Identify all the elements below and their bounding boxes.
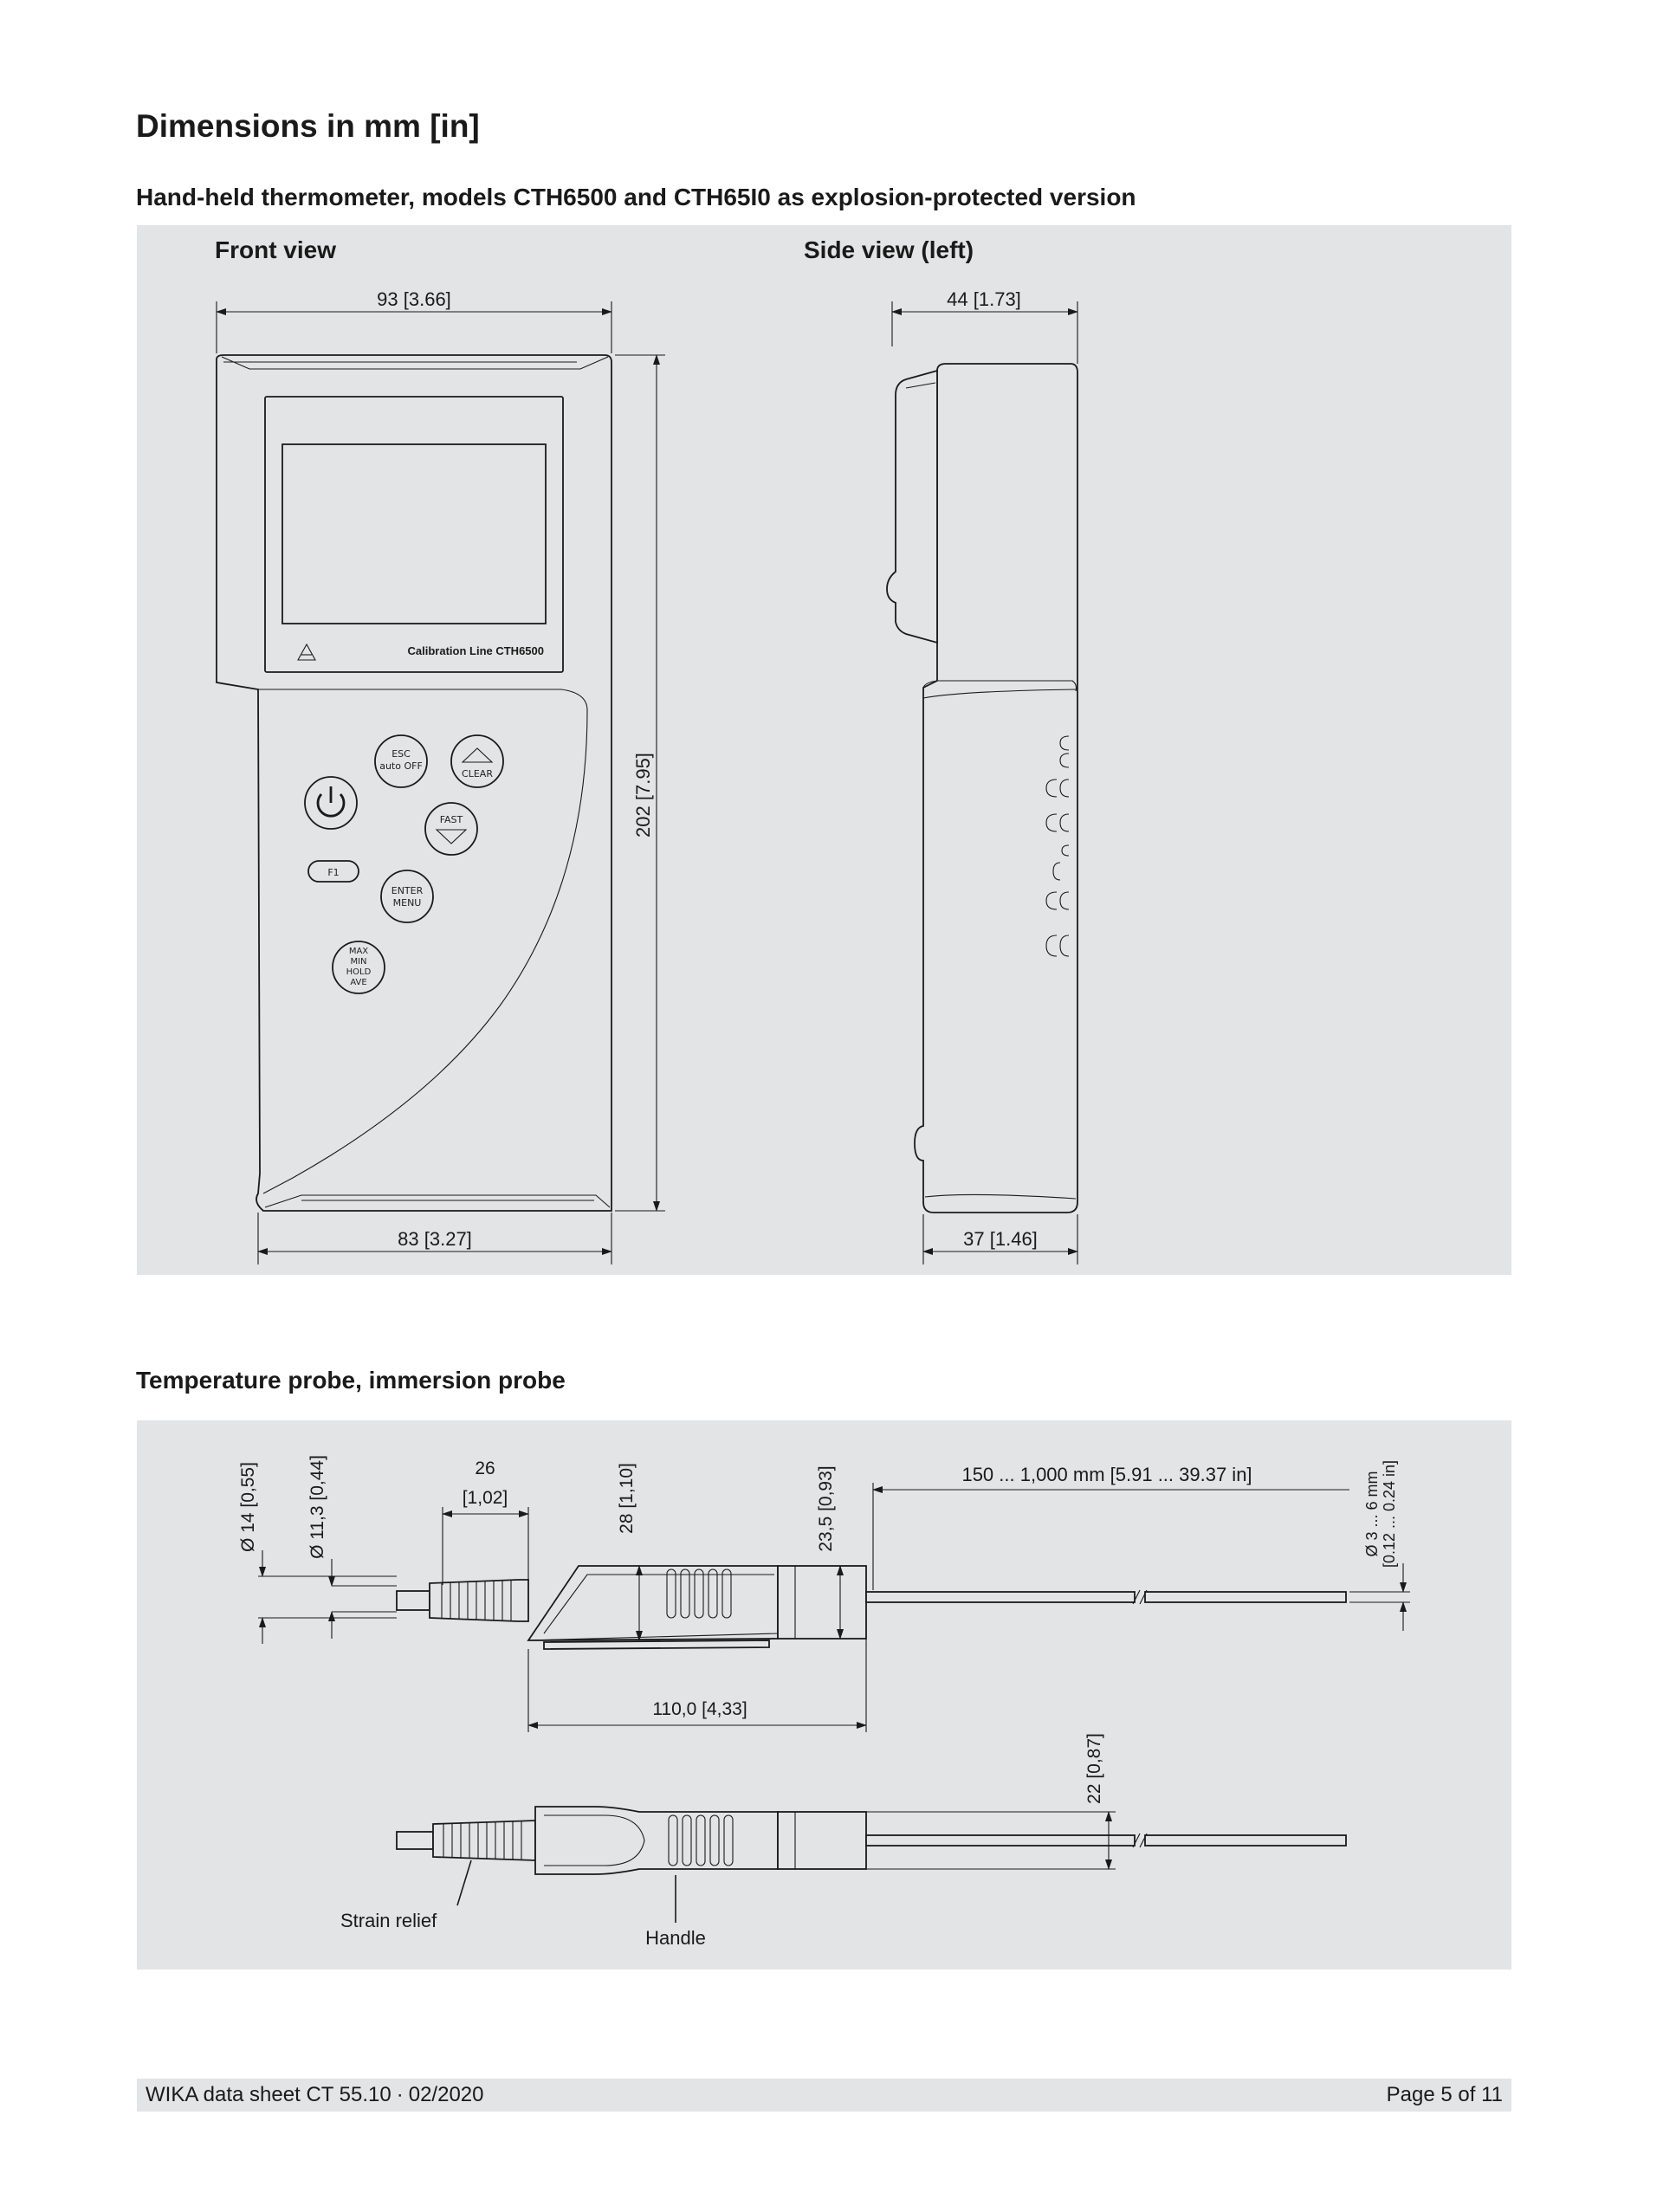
side-view-label: Side view (left) — [804, 236, 974, 263]
probe-top-view — [340, 1733, 1346, 1949]
enter-label: ENTER — [391, 885, 424, 896]
probe-drawing-panel — [137, 1420, 1511, 1969]
clear-label: CLEAR — [462, 768, 493, 779]
dim-side-width: 44 [1.73] — [947, 288, 1021, 310]
page-footer — [137, 2079, 1511, 2112]
dim-22: 22 [0,87] — [1084, 1733, 1104, 1804]
dim-dia-in: [0.12 ... 0.24 in] — [1381, 1459, 1398, 1568]
probe-side-view — [238, 1455, 1410, 1732]
esc-label: ESC — [391, 748, 411, 760]
side-view — [887, 288, 1077, 1264]
label-strain-relief: Strain relief — [340, 1910, 437, 1931]
dim-26: 26 — [475, 1458, 495, 1478]
thermometer-drawing-panel — [137, 225, 1511, 1275]
ave-label: AVE — [350, 978, 367, 987]
enter-menu-button[interactable] — [381, 870, 433, 922]
section-heading-probe: Temperature probe, immersion probe — [136, 1367, 566, 1394]
dim-side-bottom-width: 37 [1.46] — [963, 1228, 1038, 1250]
dim-dia-mm: Ø 3 ... 6 mm — [1363, 1471, 1381, 1557]
probe-drawing — [137, 1420, 1511, 1969]
up-clear-button[interactable] — [451, 735, 503, 787]
menu-label: MENU — [392, 897, 422, 909]
auto-off-label: auto OFF — [379, 760, 423, 772]
front-view-label: Front view — [215, 236, 337, 263]
dim-d11: Ø 11,3 [0,44] — [307, 1455, 327, 1559]
thermometer-drawing — [137, 225, 1511, 1275]
dim-d14: Ø 14 [0,55] — [238, 1462, 258, 1552]
device-label: Calibration Line CTH6500 — [407, 644, 544, 657]
front-view — [217, 288, 665, 1264]
section-heading-thermometer: Hand-held thermometer, models CTH6500 and CTH65I0 as explosion-protected version — [136, 184, 1136, 210]
footer-page-number: Page 5 of 11 — [1386, 2083, 1503, 2106]
fast-label: FAST — [439, 814, 463, 825]
dim-23: 23,5 [0,93] — [816, 1465, 836, 1552]
min-label: MIN — [350, 957, 367, 967]
dim-front-bottom-width: 83 [3.27] — [398, 1228, 472, 1250]
page-title: Dimensions in mm [in] — [136, 108, 480, 144]
dim-28: 28 [1,10] — [617, 1463, 637, 1534]
dim-26-inch: [1,02] — [462, 1488, 508, 1508]
label-handle: Handle — [645, 1927, 706, 1949]
footer-datasheet: WIKA data sheet CT 55.10 ∙ 02/2020 — [146, 2083, 484, 2106]
dim-length: 150 ... 1,000 mm [5.91 ... 39.37 in] — [961, 1464, 1252, 1485]
hold-label: HOLD — [346, 967, 372, 977]
down-fast-button[interactable] — [425, 803, 477, 855]
max-label: MAX — [348, 947, 369, 956]
dim-110: 110,0 [4,33] — [652, 1699, 747, 1719]
dim-height: 202 [7.95] — [632, 753, 654, 838]
dim-front-width: 93 [3.66] — [377, 288, 451, 310]
f1-label: F1 — [327, 867, 340, 878]
